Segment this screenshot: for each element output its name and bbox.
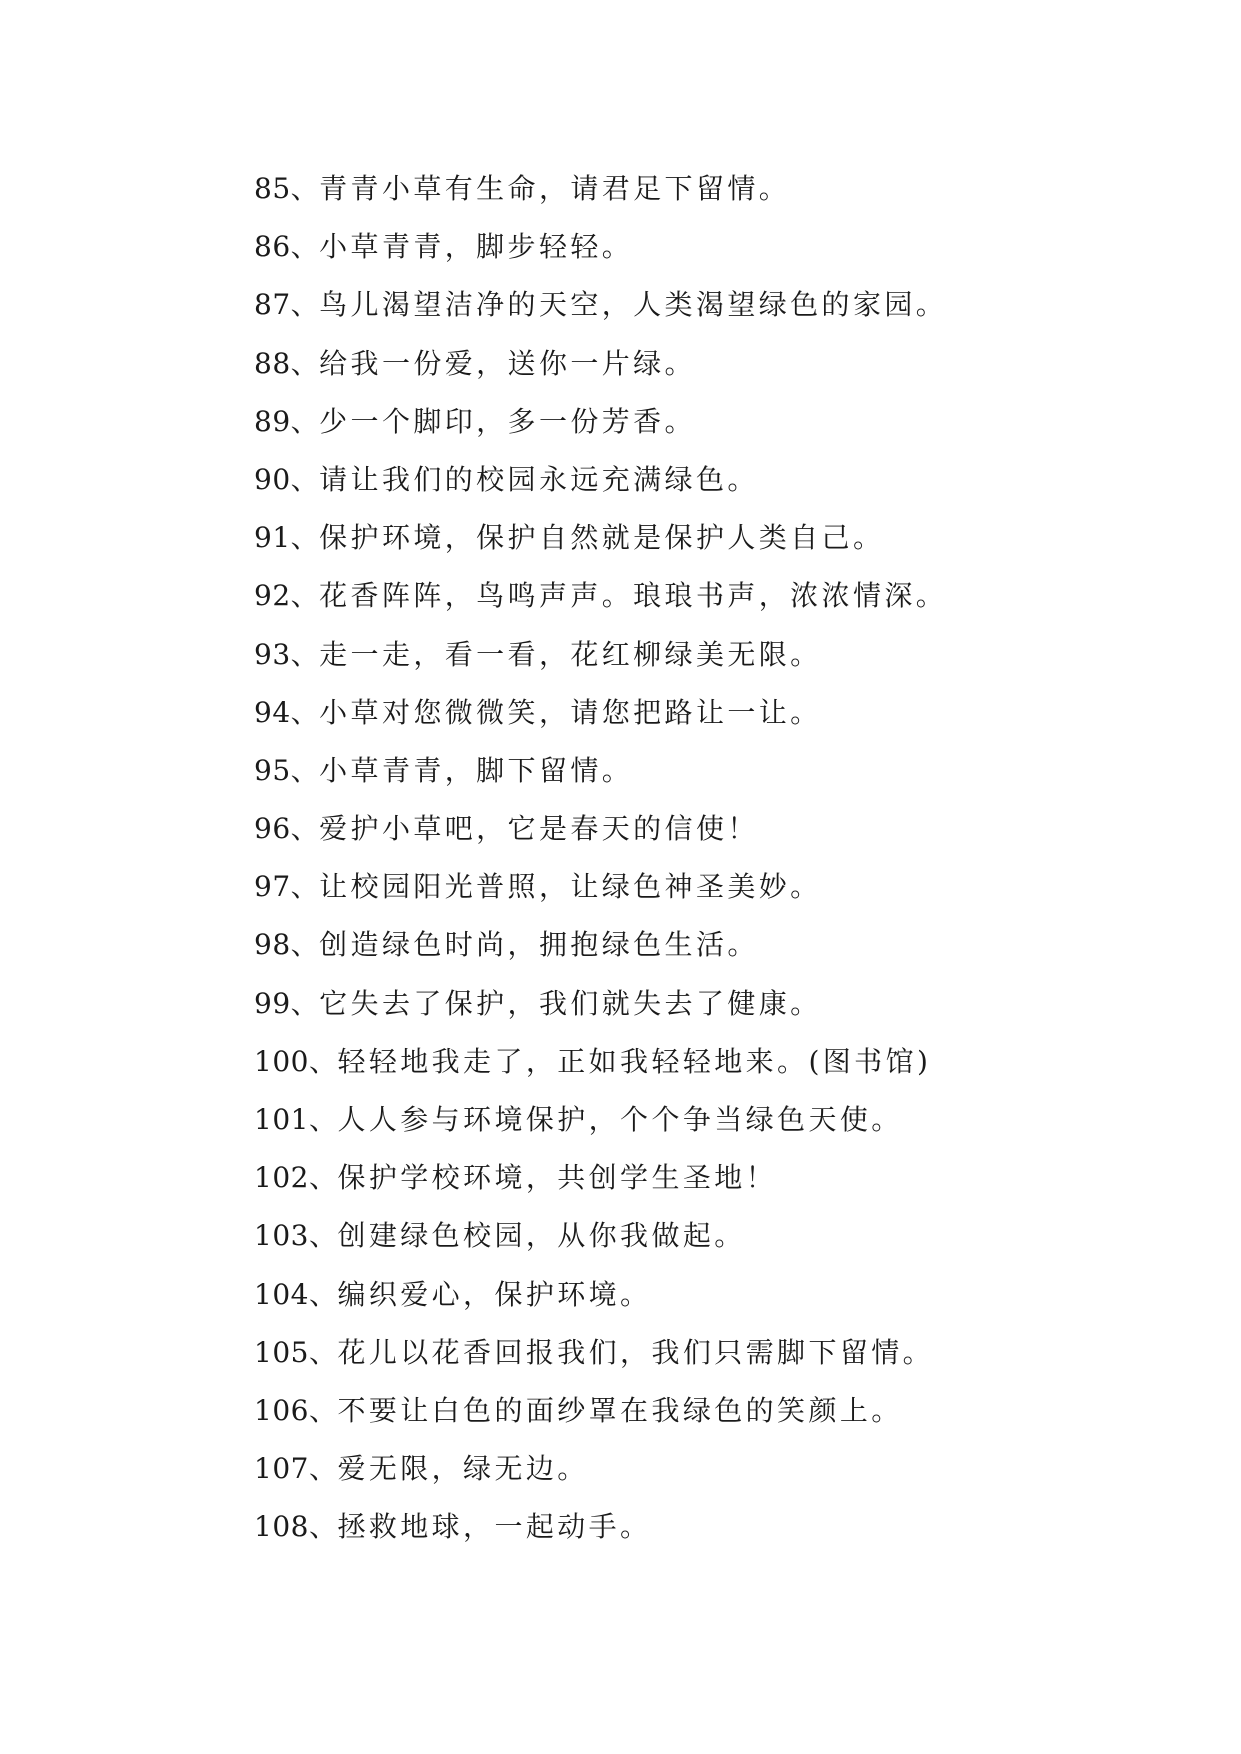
item-number: 86、 — [254, 230, 320, 264]
item-text: 给我一份爱，送你一片绿。 — [319, 346, 696, 380]
list-item — [254, 1382, 1214, 1440]
list-item — [254, 276, 1214, 334]
list-item — [254, 1266, 1214, 1324]
item-number: 89、 — [254, 404, 320, 438]
item-number: 104、 — [254, 1277, 338, 1311]
item-text: 小草青青，脚步轻轻。 — [319, 230, 634, 264]
item-text: 轻轻地我走了，正如我轻轻地来。(图书馆) — [337, 1044, 932, 1078]
item-number: 108、 — [254, 1510, 338, 1544]
item-number: 100、 — [254, 1044, 338, 1078]
item-number: 92、 — [254, 579, 320, 613]
list-item — [254, 1149, 1214, 1207]
item-number: 94、 — [254, 695, 320, 729]
list-item — [254, 626, 1214, 684]
item-text: 编织爱心，保护环境。 — [337, 1277, 652, 1311]
item-number: 95、 — [254, 753, 320, 787]
item-text: 不要让白色的面纱罩在我绿色的笑颜上。 — [337, 1393, 903, 1427]
item-text: 人人参与环境保护，个个争当绿色天使。 — [337, 1103, 903, 1136]
item-text: 保护学校环境，共创学生圣地！ — [337, 1161, 778, 1195]
item-number: 90、 — [254, 462, 320, 496]
list-item — [254, 800, 1214, 858]
item-number: 107、 — [254, 1452, 338, 1486]
item-text: 小草对您微微笑，请您把路让一让。 — [319, 695, 822, 729]
item-number: 93、 — [254, 637, 320, 671]
item-text: 拯救地球，一起动手。 — [337, 1510, 652, 1544]
list-item — [254, 975, 1214, 1033]
list-item — [254, 335, 1214, 393]
list-item — [254, 509, 1214, 567]
list-item — [254, 1207, 1214, 1265]
list-item — [254, 1324, 1214, 1382]
slogan-list — [254, 160, 1214, 1557]
list-item — [254, 218, 1214, 276]
item-text: 请让我们的校园永远充满绿色。 — [319, 462, 759, 496]
item-text: 保护环境，保护自然就是保护人类自己。 — [319, 521, 885, 555]
item-number: 87、 — [254, 288, 320, 322]
item-text: 小草青青，脚下留情。 — [319, 753, 634, 787]
list-item — [254, 160, 1214, 218]
item-text: 爱无限，绿无边。 — [337, 1452, 589, 1486]
list-item — [254, 451, 1214, 509]
item-number: 88、 — [254, 346, 320, 380]
list-item — [254, 916, 1214, 974]
list-item — [254, 1440, 1214, 1498]
list-item — [254, 1498, 1214, 1556]
item-number: 101、 — [254, 1103, 338, 1136]
item-text: 走一走，看一看，花红柳绿美无限。 — [319, 637, 822, 671]
item-number: 102、 — [254, 1161, 338, 1195]
list-item — [254, 742, 1214, 800]
list-item — [254, 1091, 1214, 1149]
item-text: 花香阵阵，鸟鸣声声。琅琅书声，浓浓情深。 — [319, 579, 948, 613]
item-number: 106、 — [254, 1393, 338, 1427]
item-text: 创建绿色校园，从你我做起。 — [337, 1219, 746, 1253]
item-number: 85、 — [254, 172, 320, 205]
list-item — [254, 393, 1214, 451]
item-text: 花儿以花香回报我们，我们只需脚下留情。 — [337, 1335, 935, 1369]
item-text: 鸟儿渴望洁净的天空，人类渴望绿色的家园。 — [319, 288, 948, 322]
item-number: 103、 — [254, 1219, 338, 1253]
item-number: 91、 — [254, 521, 320, 555]
list-item — [254, 1033, 1214, 1091]
list-item — [254, 858, 1214, 916]
item-number: 99、 — [254, 986, 320, 1020]
item-number: 98、 — [254, 928, 320, 962]
list-item — [254, 684, 1214, 742]
item-text: 让校园阳光普照，让绿色神圣美妙。 — [319, 870, 822, 904]
item-number: 96、 — [254, 812, 320, 846]
item-number: 105、 — [254, 1335, 338, 1369]
item-text: 爱护小草吧，它是春天的信使！ — [319, 812, 759, 846]
item-text: 它失去了保护，我们就失去了健康。 — [319, 986, 822, 1020]
item-text: 青青小草有生命，请君足下留情。 — [319, 172, 791, 205]
list-item — [254, 567, 1214, 625]
item-text: 创造绿色时尚，拥抱绿色生活。 — [319, 928, 759, 962]
item-number: 97、 — [254, 870, 320, 904]
item-text: 少一个脚印，多一份芳香。 — [319, 404, 696, 438]
